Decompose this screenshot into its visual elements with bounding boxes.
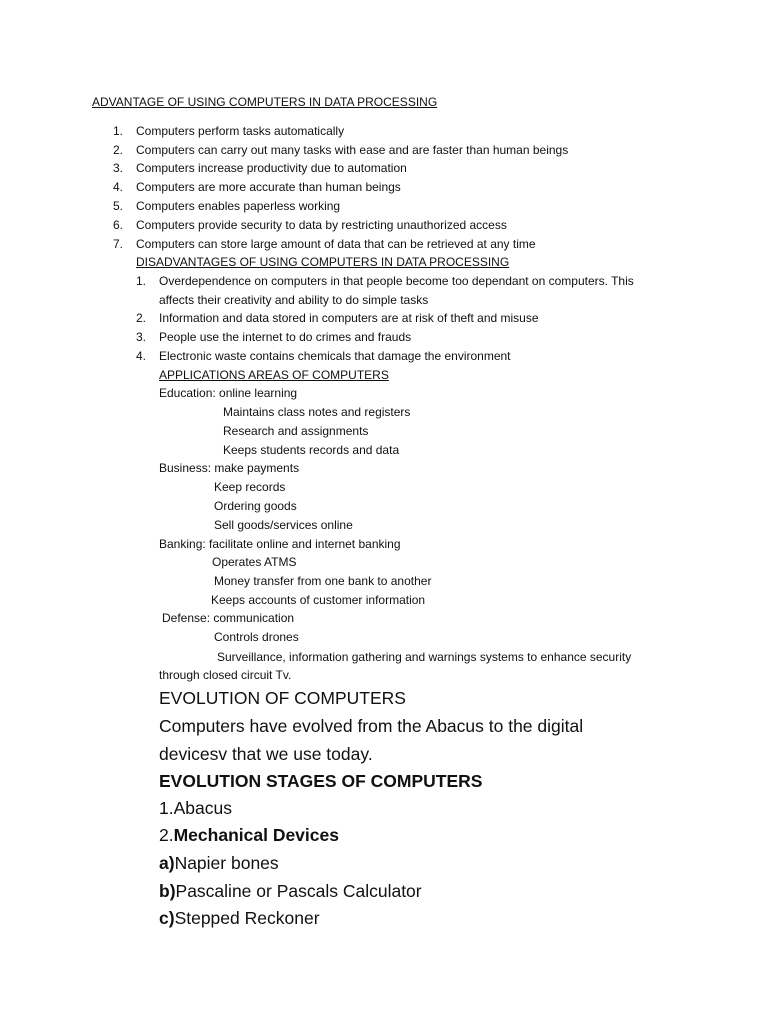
list-number: 5. xyxy=(113,199,124,213)
list-number: 1. xyxy=(136,274,147,288)
list-item: Computers can store large amount of data that can be retrieved at any time xyxy=(136,237,536,251)
list-number: 4. xyxy=(136,349,147,363)
sub-item-marker: c) xyxy=(159,908,175,928)
education-item: Research and assignments xyxy=(223,424,369,438)
sub-item-text: Stepped Reckoner xyxy=(174,908,320,928)
list-item: Computers are more accurate than human beings xyxy=(136,180,401,194)
defense-item: Surveillance, information gathering and warnings systems to enhance security xyxy=(217,650,632,664)
evolution-stages-heading: EVOLUTION STAGES OF COMPUTERS xyxy=(159,771,483,791)
list-number: 3. xyxy=(113,161,124,175)
sub-item-marker: b) xyxy=(159,881,176,901)
banking-item: Money transfer from one bank to another xyxy=(214,574,432,588)
education-item: Maintains class notes and registers xyxy=(223,405,411,419)
banking-item: Keeps accounts of customer information xyxy=(211,593,426,607)
banking-item: Operates ATMS xyxy=(212,555,297,569)
list-item: Computers provide security to data by restricting unauthorized access xyxy=(136,218,507,232)
defense-label: Defense: communication xyxy=(162,611,295,625)
sub-item-text: Pascaline or Pascals Calculator xyxy=(175,881,422,901)
business-label: Business: make payments xyxy=(159,461,300,475)
business-item: Ordering goods xyxy=(214,499,297,513)
sub-item-pascaline xyxy=(159,880,422,902)
education-item: Keeps students records and data xyxy=(223,443,400,457)
list-number: 2. xyxy=(113,143,124,157)
list-number: 1. xyxy=(113,124,124,138)
list-number: 2. xyxy=(136,311,147,325)
stage-number: 2. xyxy=(159,825,174,845)
sub-item-marker: a) xyxy=(159,853,175,873)
defense-item-continuation: through closed circuit Tv. xyxy=(159,668,292,682)
list-number: 3. xyxy=(136,330,147,344)
stage-label: Mechanical Devices xyxy=(173,825,339,845)
education-label: Education: online learning xyxy=(159,386,298,400)
evolution-title: EVOLUTION OF COMPUTERS xyxy=(159,688,406,708)
applications-heading: APPLICATIONS AREAS OF COMPUTERS xyxy=(159,368,389,382)
list-item: Computers enables paperless working xyxy=(136,199,341,213)
list-number: 7. xyxy=(113,237,124,251)
list-item: Overdependence on computers in that people become too dependant on computers. This xyxy=(159,274,634,288)
business-item: Sell goods/services online xyxy=(214,518,353,532)
list-item: Information and data stored in computers are at risk of theft and misuse xyxy=(159,311,539,325)
list-item-continuation: affects their creativity and ability to do simple tasks xyxy=(159,293,429,307)
list-item: Computers can carry out many tasks with ease and are faster than human beings xyxy=(136,143,569,157)
list-number: 6. xyxy=(113,218,124,232)
sub-item-stepped-reckoner xyxy=(159,907,320,929)
list-item: Electronic waste contains chemicals that damage the environment xyxy=(159,349,511,363)
list-item: Computers perform tasks automatically xyxy=(136,124,345,138)
list-item: Computers increase productivity due to automation xyxy=(136,161,407,175)
business-item: Keep records xyxy=(214,480,286,494)
stage-abacus: 1.Abacus xyxy=(159,798,232,818)
stage-mechanical-devices xyxy=(159,824,339,846)
list-item: People use the internet to do crimes and frauds xyxy=(159,330,412,344)
advantages-heading: ADVANTAGE OF USING COMPUTERS IN DATA PROCESSING xyxy=(92,95,438,109)
banking-label: Banking: facilitate online and internet banking xyxy=(159,537,401,551)
sub-item-text: Napier bones xyxy=(174,853,279,873)
defense-item: Controls drones xyxy=(214,630,299,644)
evolution-intro-line1: Computers have evolved from the Abacus to the digital xyxy=(159,716,584,736)
evolution-intro-line2: devicesv that we use today. xyxy=(159,744,373,764)
sub-item-napier-bones xyxy=(159,852,279,874)
list-number: 4. xyxy=(113,180,124,194)
disadvantages-heading: DISADVANTAGES OF USING COMPUTERS IN DATA PROCESSING xyxy=(136,255,510,269)
